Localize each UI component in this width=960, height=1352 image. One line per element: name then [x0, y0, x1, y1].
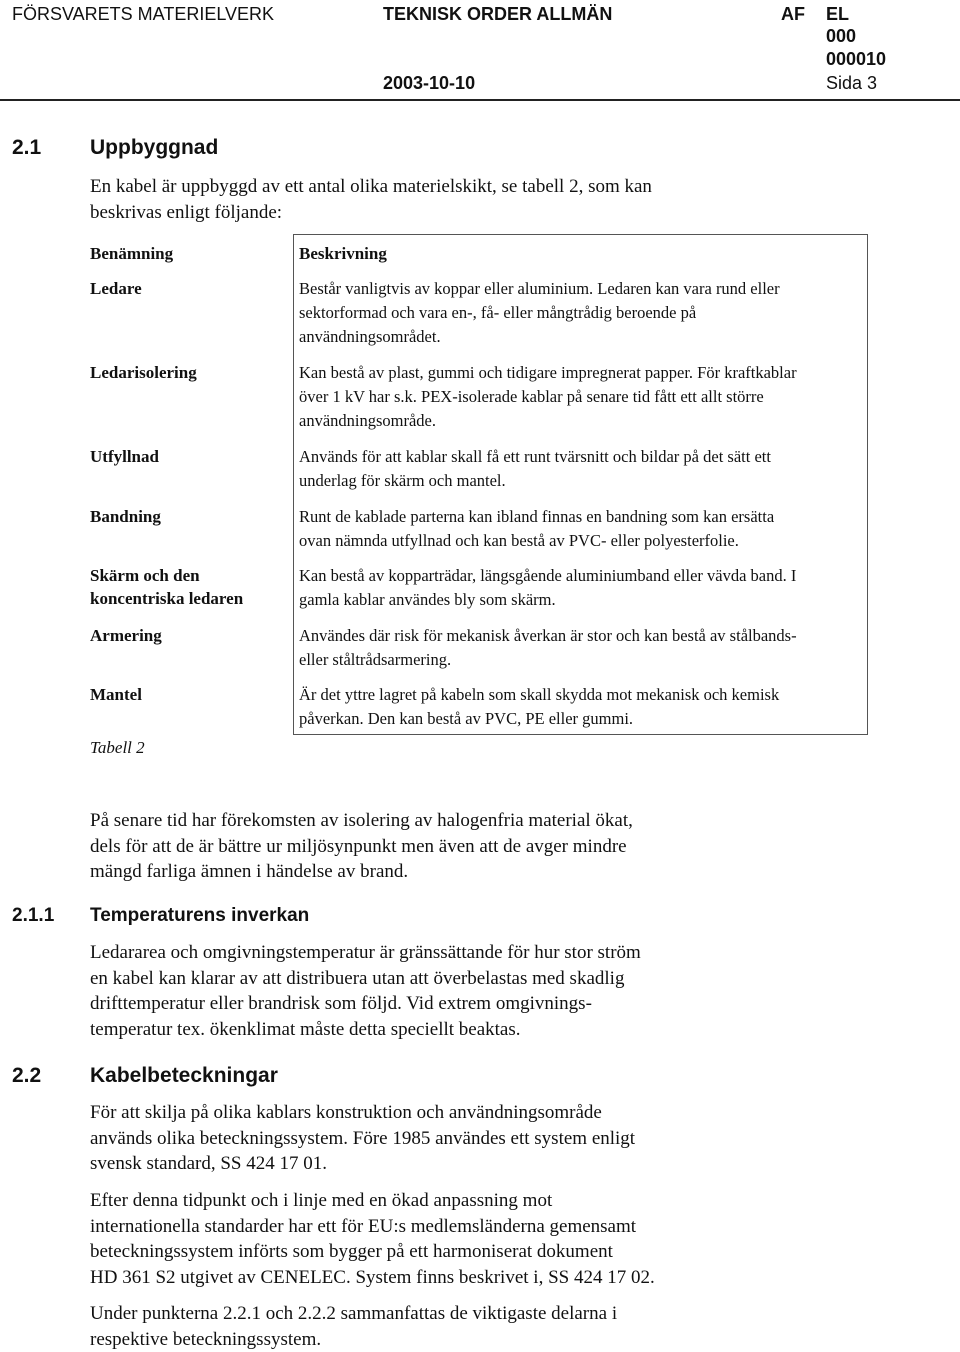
section-2-1-number: 2.1: [12, 136, 42, 159]
row-description: Runt de kablade parterna kan ibland finnas en bandning som kan ersätta ovan nämnda utfyllnad och kan bestå av PVC- eller polyesterfolie.: [299, 507, 775, 550]
row-name: Armering: [90, 626, 162, 645]
code-prefix: AF: [781, 4, 805, 24]
section-2-2-title: Kabelbeteckningar: [90, 1064, 278, 1087]
doc-type: TEKNISK ORDER ALLMÄN: [383, 4, 613, 24]
col-header-name: Benämning: [90, 244, 174, 263]
org-name: FÖRSVARETS MATERIELVERK: [12, 4, 275, 24]
row-name: Ledare: [90, 279, 142, 298]
row-description: Kan bestå av plast, gummi och tidigare impregnerat papper. För kraftkablar över 1 kV har s.k. PEX-isolerade kablar på senare tid fått ett allt större användningsområde.: [299, 363, 797, 430]
row-description: Är det yttre lagret på kabeln som skall skydda mot mekanisk och kemisk påverkan. Den kan bestå av PVC, PE eller gummi.: [299, 685, 780, 728]
row-description: Kan bestå av kopparträdar, längsgående aluminiumband eller vävda band. I gamla kablar användes bly som skärm.: [299, 566, 797, 609]
row-description: Används för att kablar skall få ett runt tvärsnitt och bildar på det sätt ett underlag för skärm och mantel.: [299, 447, 771, 490]
page-number: Sida 3: [826, 73, 878, 93]
row-description: Användes där risk för mekanisk åverkan är stor och kan bestå av stålbands- eller ståltrådsarmering.: [299, 626, 797, 669]
section-2-1-1-body: Ledararea och omgivningstemperatur är gränssättande för hur stor ström en kabel kan klarar av att distribuera utan att överbelastas med skadlig drifttemperatur eller brandrisk som följd. Vid extrem omgivnings- temperatur tex. ökenklimat måste detta speciellt beaktas.: [90, 942, 641, 1040]
row-name: Mantel: [90, 685, 142, 704]
code-line-2: 000: [826, 26, 857, 46]
code-line-1: EL: [826, 4, 850, 24]
halogen-paragraph: På senare tid har förekomsten av isolering av halogenfria material ökat, dels för att de är bättre ur miljösynpunkt men även att de avger mindre mängd farliga ämnen i händelse av brand.: [90, 810, 633, 882]
section-2-2-number: 2.2: [12, 1064, 42, 1087]
section-2-2-para-1: För att skilja på olika kablars konstruktion och användningsområde används olika beteckningssystem. Före 1985 användes ett system enligt svensk standard, SS 424 17 01.: [90, 1102, 636, 1174]
header-rule: [0, 99, 960, 101]
section-2-2-para-3: Under punkterna 2.2.1 och 2.2.2 sammanfattas de viktigaste delarna i respektive beteckningssystem.: [90, 1303, 618, 1350]
section-2-2-para-2: Efter denna tidpunkt och i linje med en ökad anpassning mot internationella standarder har ett för EU:s medlemsländerna gemensamt beteckningssystem införts som bygger på ett harmoniserat dokument HD 361 S2 utgivet av CENELEC. System finns beskrivet i, SS 424 17 02.: [90, 1190, 655, 1288]
col-header-description: Beskrivning: [299, 244, 387, 263]
table-caption: Tabell 2: [90, 738, 145, 757]
row-name: Bandning: [90, 507, 161, 526]
section-2-1-title: Uppbyggnad: [90, 136, 219, 159]
table-2: [79, 234, 868, 735]
intro-line: En kabel är uppbyggd av ett antal olika materielskikt, se tabell 2, som kan: [90, 176, 652, 197]
code-line-3: 000010: [826, 49, 887, 69]
intro-line: beskrivas enligt följande:: [90, 201, 283, 223]
section-2-1-1-number: 2.1.1: [12, 905, 55, 926]
doc-date: 2003-10-10: [383, 73, 476, 93]
row-name: Utfyllnad: [90, 447, 159, 466]
row-name: Skärm och den koncentriska ledaren: [90, 566, 244, 608]
section-2-1-intro: [90, 174, 652, 225]
section-2-1-1-title: Temperaturens inverkan: [90, 905, 310, 926]
row-description: Består vanligtvis av koppar eller aluminium. Ledaren kan vara rund eller sektorformad och vara en-, få- eller mångtrådig beroende på användningsområdet.: [299, 279, 780, 346]
column-divider: [293, 234, 294, 735]
row-name: Ledarisolering: [90, 363, 197, 382]
